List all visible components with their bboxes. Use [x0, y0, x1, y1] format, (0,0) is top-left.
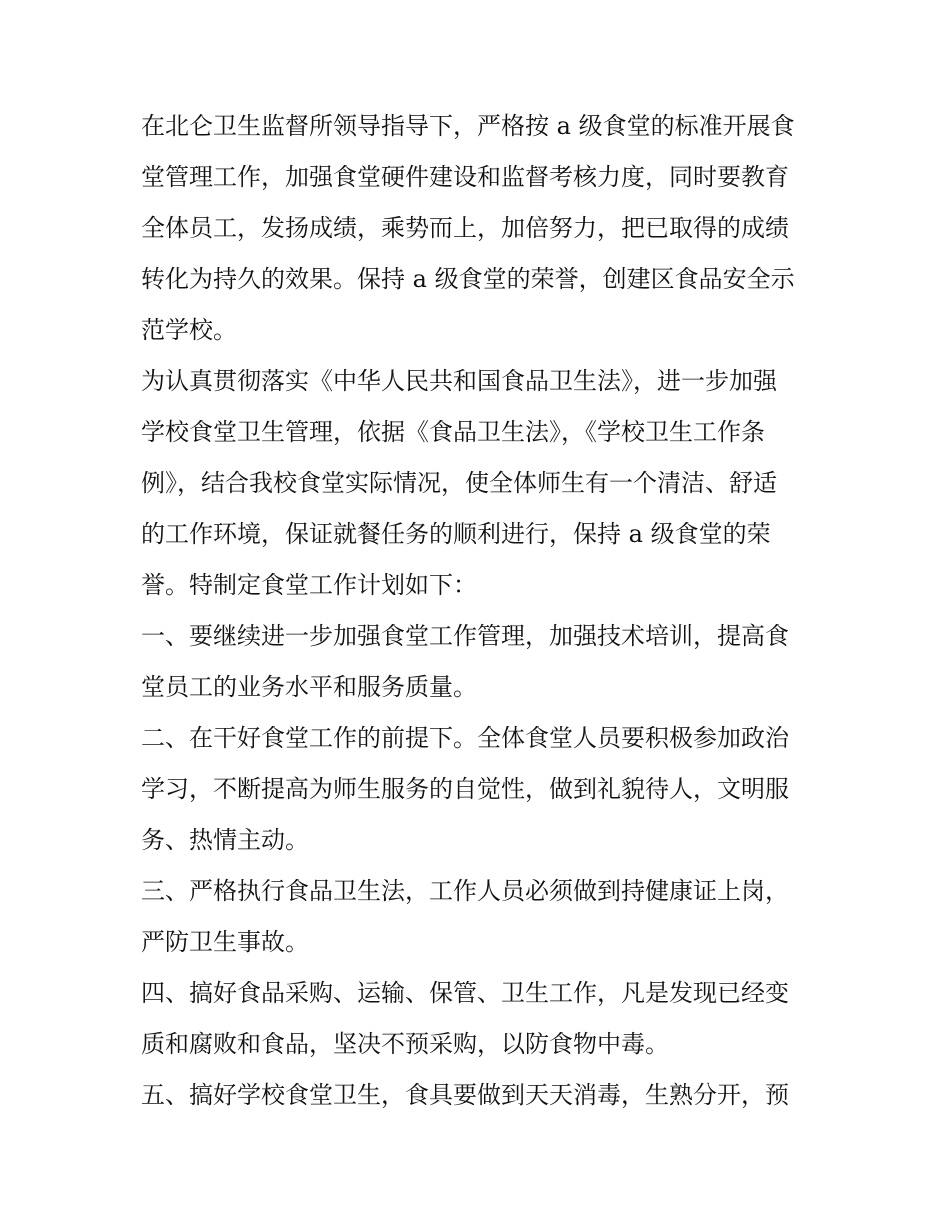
text-line: 的工作环境，保证就餐任务的顺利进行，保持 a 级食堂的荣	[141, 520, 771, 548]
text-line: 誉。特制定食堂工作计划如下：	[141, 571, 477, 599]
text-line: 范学校。	[141, 316, 237, 344]
text-line: 例》，结合我校食堂实际情况，使全体师生有一个清洁、舒适	[141, 469, 777, 497]
text-line: 严防卫生事故。	[141, 928, 309, 956]
text-line: 学习，不断提高为师生服务的自觉性，做到礼貌待人，文明服	[141, 775, 789, 803]
text-line: 为认真贯彻落实《中华人民共和国食品卫生法》，进一步加强	[141, 367, 777, 395]
text-line: 学校食堂卫生管理，依据《食品卫生法》，《学校卫生工作条	[141, 418, 765, 446]
text-line: 一、要继续进一步加强食堂工作管理，加强技术培训，提高食	[141, 622, 789, 650]
text-line: 堂管理工作，加强食堂硬件建设和监督考核力度，同时要教育	[141, 163, 789, 191]
text-line: 质和腐败和食品，坚决不预采购，以防食物中毒。	[141, 1030, 669, 1058]
text-line: 务、热情主动。	[141, 826, 309, 854]
text-line: 五、搞好学校食堂卫生，食具要做到天天消毒，生熟分开，预	[141, 1081, 789, 1109]
text-line: 堂员工的业务水平和服务质量。	[141, 673, 477, 701]
text-line: 转化为持久的效果。保持 a 级食堂的荣誉，创建区食品安全示	[141, 265, 795, 293]
text-line: 在北仑卫生监督所领导指导下，严格按 a 级食堂的标准开展食	[141, 112, 795, 140]
text-line: 二、在干好食堂工作的前提下。全体食堂人员要积极参加政治	[141, 724, 789, 752]
text-line: 全体员工，发扬成绩，乘势而上，加倍努力，把已取得的成绩	[141, 214, 789, 242]
text-line: 三、严格执行食品卫生法，工作人员必须做到持健康证上岗，	[141, 877, 789, 905]
text-line: 四、搞好食品采购、运输、保管、卫生工作，凡是发现已经变	[141, 979, 789, 1007]
